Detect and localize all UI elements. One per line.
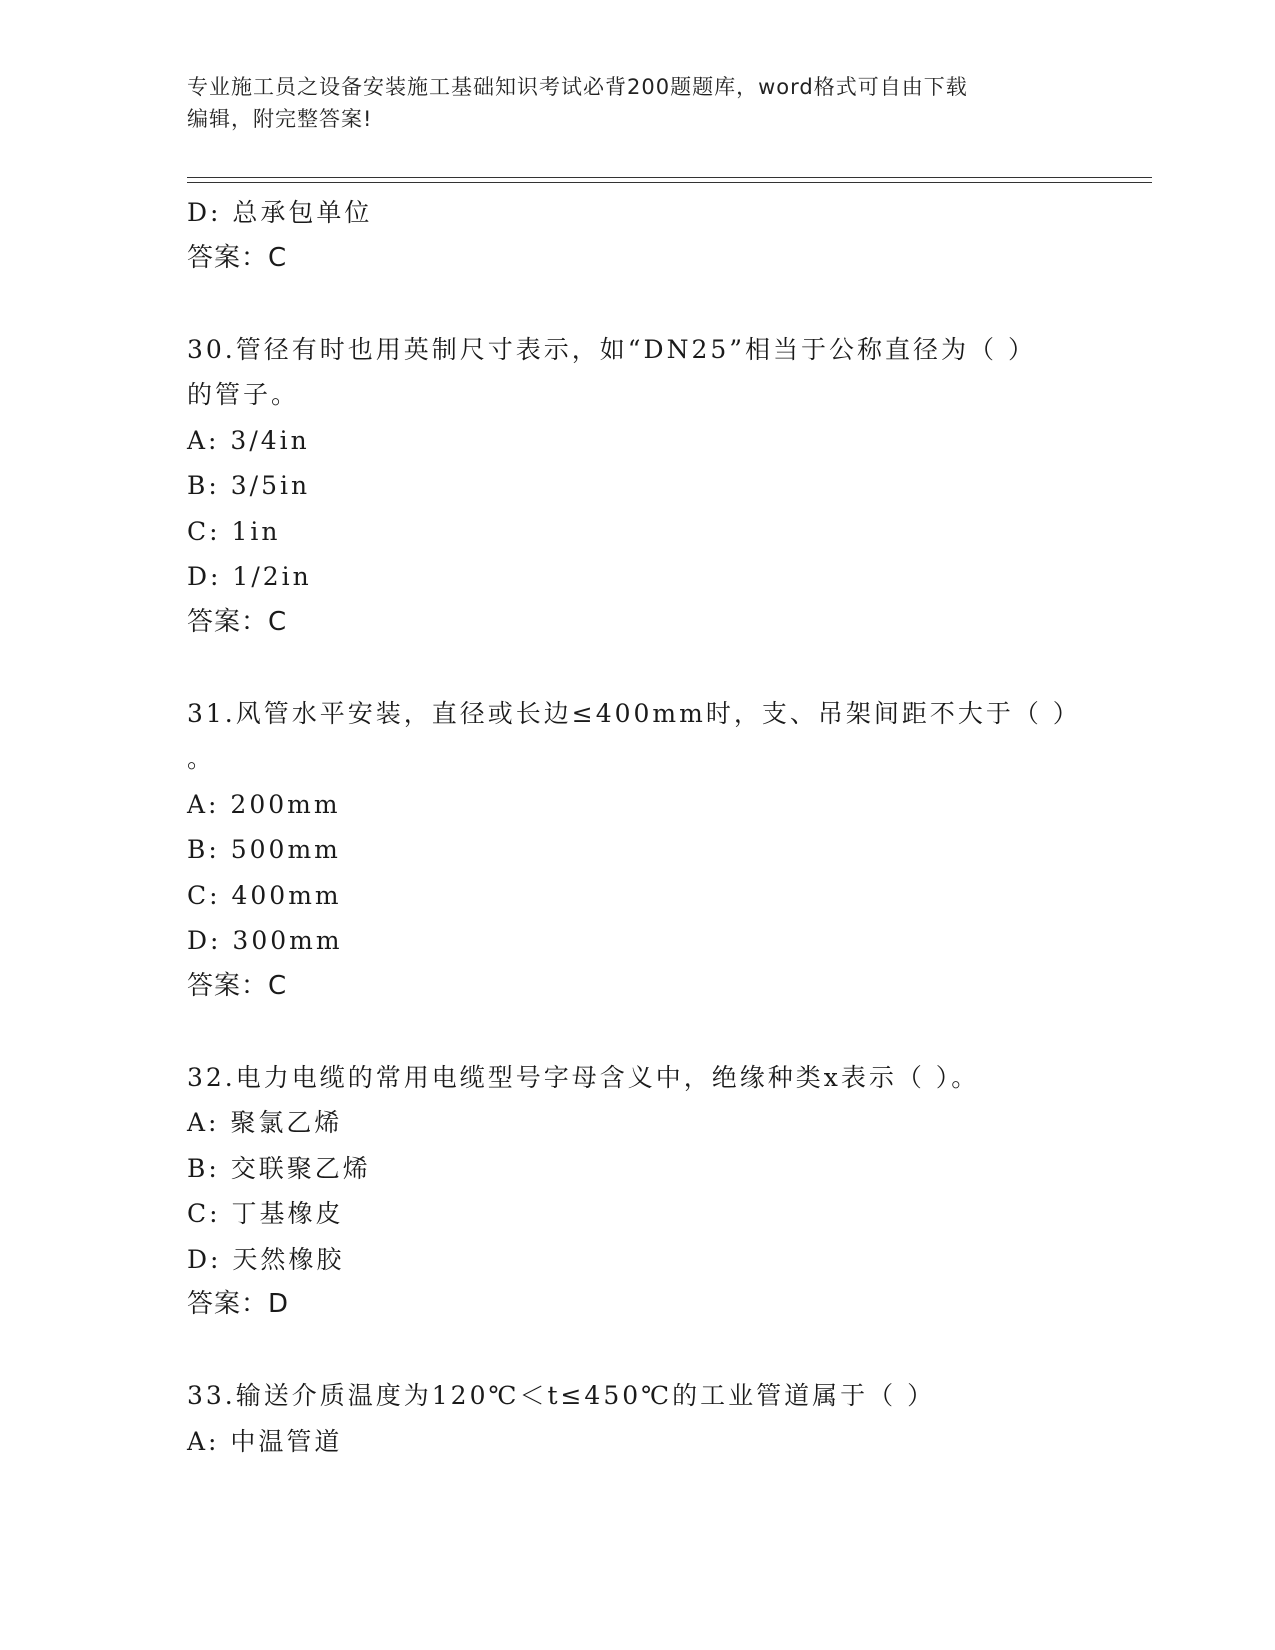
option-d: D: 300mm [187,926,343,955]
question-31 [187,691,1087,1010]
question-stem: 32.电力电缆的常用电缆型号字母含义中，绝缘种类x表示（ ）。 [187,1062,980,1092]
header-line-1: 专业施工员之设备安装施工基础知识考试必背200题题库，word格式可自由下载 [187,75,968,99]
option-c: C: 丁基橡皮 [187,1199,344,1228]
question-stem: 31.风管水平安装，直径或长边≤400mm时，支、吊架间距不大于（ ） [187,698,1081,728]
option-b: B: 500mm [187,835,341,864]
header-line-2: 编辑，附完整答案! [187,107,373,131]
question-stem-cont: 的管子。 [187,380,300,409]
question-list [187,190,1087,1464]
option-a: A: 3/4in [187,425,310,455]
header-divider-top [187,177,1152,178]
question-29-tail [187,190,1087,281]
option-c: C: 1in [187,516,281,546]
answer: 答案：C [187,242,288,273]
spacer [187,281,1087,327]
option-b: B: 交联聚乙烯 [187,1153,371,1183]
option-d: D: 1/2in [187,562,312,591]
answer: 答案：C [187,606,288,637]
question-stem: 30.管径有时也用英制尺寸表示，如“DN25”相当于公称直径为（ ） [187,334,1036,364]
spacer [187,1009,1087,1055]
question-32 [187,1055,1087,1328]
question-stem-cont: 。 [187,744,216,773]
option-a: A: 中温管道 [187,1426,343,1456]
option-d: D: 总承包单位 [187,198,373,227]
header-divider-bottom [187,182,1152,183]
answer: 答案：C [187,970,288,1001]
option-c: C: 400mm [187,880,342,910]
answer: 答案：D [187,1289,290,1319]
question-30 [187,327,1087,646]
option-b: B: 3/5in [187,471,311,500]
question-stem: 33.输送介质温度为120℃＜t≤450℃的工业管道属于（ ） [187,1381,936,1410]
page-header [187,71,1087,135]
spacer [187,645,1087,691]
option-a: A: 聚氯乙烯 [187,1108,343,1137]
option-a: A: 200mm [187,789,341,819]
spacer [187,1328,1087,1374]
question-33 [187,1373,1087,1464]
option-d: D: 天然橡胶 [187,1244,345,1274]
